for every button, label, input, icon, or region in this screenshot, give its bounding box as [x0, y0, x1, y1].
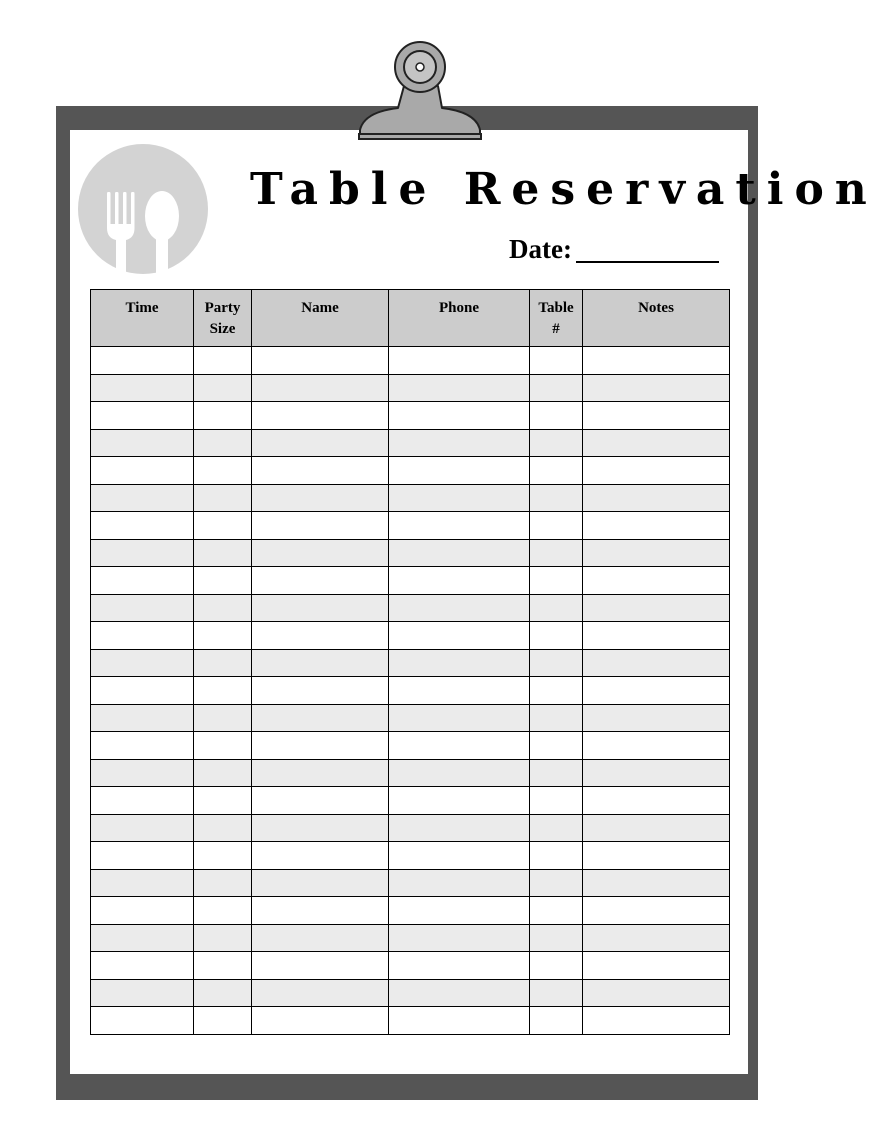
name-cell[interactable] — [252, 512, 389, 540]
party-size-cell[interactable] — [194, 484, 252, 512]
notes-cell[interactable] — [583, 567, 730, 595]
table-number-cell[interactable] — [530, 759, 583, 787]
time-cell[interactable] — [91, 429, 194, 457]
table-number-cell[interactable] — [530, 374, 583, 402]
time-cell[interactable] — [91, 374, 194, 402]
column-header-notes: Notes — [583, 290, 730, 347]
date-label: Date: — [509, 234, 572, 264]
time-cell[interactable] — [91, 567, 194, 595]
notes-cell[interactable] — [583, 814, 730, 842]
party-size-cell[interactable] — [194, 374, 252, 402]
table-number-cell[interactable] — [530, 677, 583, 705]
time-cell[interactable] — [91, 649, 194, 677]
time-cell[interactable] — [91, 814, 194, 842]
table-row — [91, 457, 730, 485]
table-number-cell[interactable] — [530, 457, 583, 485]
notes-cell[interactable] — [583, 924, 730, 952]
notes-cell[interactable] — [583, 979, 730, 1007]
phone-cell[interactable] — [389, 677, 530, 705]
notes-cell[interactable] — [583, 484, 730, 512]
table-row — [91, 979, 730, 1007]
party-size-cell[interactable] — [194, 952, 252, 980]
table-row — [91, 649, 730, 677]
table-row — [91, 567, 730, 595]
table-number-cell[interactable] — [530, 402, 583, 430]
table-number-cell[interactable] — [530, 429, 583, 457]
time-cell[interactable] — [91, 677, 194, 705]
time-cell[interactable] — [91, 484, 194, 512]
party-size-cell[interactable] — [194, 594, 252, 622]
phone-cell[interactable] — [389, 952, 530, 980]
name-cell[interactable] — [252, 539, 389, 567]
table-row — [91, 1007, 730, 1035]
table-row — [91, 594, 730, 622]
time-cell[interactable] — [91, 402, 194, 430]
table-number-cell[interactable] — [530, 567, 583, 595]
phone-cell[interactable] — [389, 1007, 530, 1035]
name-cell[interactable] — [252, 622, 389, 650]
party-size-cell[interactable] — [194, 1007, 252, 1035]
table-row — [91, 814, 730, 842]
time-cell[interactable] — [91, 732, 194, 760]
notes-cell[interactable] — [583, 869, 730, 897]
notes-cell[interactable] — [583, 704, 730, 732]
time-cell[interactable] — [91, 622, 194, 650]
notes-cell[interactable] — [583, 539, 730, 567]
phone-cell[interactable] — [389, 594, 530, 622]
name-cell[interactable] — [252, 759, 389, 787]
phone-cell[interactable] — [389, 539, 530, 567]
notes-cell[interactable] — [583, 677, 730, 705]
name-cell[interactable] — [252, 952, 389, 980]
phone-cell[interactable] — [389, 897, 530, 925]
name-cell[interactable] — [252, 594, 389, 622]
name-cell[interactable] — [252, 402, 389, 430]
reservation-table — [90, 289, 730, 1035]
time-cell[interactable] — [91, 979, 194, 1007]
notes-cell[interactable] — [583, 787, 730, 815]
table-row — [91, 622, 730, 650]
name-cell[interactable] — [252, 1007, 389, 1035]
phone-cell[interactable] — [389, 814, 530, 842]
reservation-rows — [91, 347, 730, 1035]
name-cell[interactable] — [252, 704, 389, 732]
date-field[interactable] — [576, 261, 719, 263]
phone-cell[interactable] — [389, 567, 530, 595]
table-row — [91, 787, 730, 815]
table-number-cell[interactable] — [530, 484, 583, 512]
notes-cell[interactable] — [583, 897, 730, 925]
name-cell[interactable] — [252, 457, 389, 485]
time-cell[interactable] — [91, 457, 194, 485]
table-number-cell[interactable] — [530, 704, 583, 732]
name-cell[interactable] — [252, 429, 389, 457]
party-size-cell[interactable] — [194, 677, 252, 705]
party-size-cell[interactable] — [194, 732, 252, 760]
phone-cell[interactable] — [389, 649, 530, 677]
name-cell[interactable] — [252, 677, 389, 705]
phone-cell[interactable] — [389, 759, 530, 787]
name-cell[interactable] — [252, 567, 389, 595]
table-number-cell[interactable] — [530, 732, 583, 760]
notes-cell[interactable] — [583, 1007, 730, 1035]
name-cell[interactable] — [252, 732, 389, 760]
name-cell[interactable] — [252, 649, 389, 677]
phone-cell[interactable] — [389, 869, 530, 897]
party-size-cell[interactable] — [194, 704, 252, 732]
table-row — [91, 677, 730, 705]
column-header-time: Time — [91, 290, 194, 347]
phone-cell[interactable] — [389, 622, 530, 650]
party-size-cell[interactable] — [194, 347, 252, 375]
party-size-cell[interactable] — [194, 567, 252, 595]
phone-cell[interactable] — [389, 374, 530, 402]
phone-cell[interactable] — [389, 512, 530, 540]
phone-cell[interactable] — [389, 704, 530, 732]
notes-cell[interactable] — [583, 842, 730, 870]
name-cell[interactable] — [252, 787, 389, 815]
notes-cell[interactable] — [583, 374, 730, 402]
time-cell[interactable] — [91, 539, 194, 567]
table-row — [91, 374, 730, 402]
time-cell[interactable] — [91, 787, 194, 815]
time-cell[interactable] — [91, 924, 194, 952]
table-number-cell[interactable] — [530, 979, 583, 1007]
table-number-cell[interactable] — [530, 924, 583, 952]
table-number-cell[interactable] — [530, 512, 583, 540]
table-number-cell[interactable] — [530, 787, 583, 815]
phone-cell[interactable] — [389, 732, 530, 760]
table-row — [91, 484, 730, 512]
party-size-cell[interactable] — [194, 924, 252, 952]
name-cell[interactable] — [252, 347, 389, 375]
notes-cell[interactable] — [583, 622, 730, 650]
notes-cell[interactable] — [583, 759, 730, 787]
notes-cell[interactable] — [583, 347, 730, 375]
time-cell[interactable] — [91, 897, 194, 925]
table-row — [91, 429, 730, 457]
name-cell[interactable] — [252, 814, 389, 842]
time-cell[interactable] — [91, 704, 194, 732]
table-row — [91, 952, 730, 980]
table-number-cell[interactable] — [530, 594, 583, 622]
time-cell[interactable] — [91, 952, 194, 980]
table-number-cell[interactable] — [530, 842, 583, 870]
table-row — [91, 347, 730, 375]
notes-cell[interactable] — [583, 649, 730, 677]
column-header-name: Name — [252, 290, 389, 347]
party-size-cell[interactable] — [194, 512, 252, 540]
name-cell[interactable] — [252, 869, 389, 897]
table-number-cell[interactable] — [530, 952, 583, 980]
phone-cell[interactable] — [389, 402, 530, 430]
binder-clip-icon — [354, 40, 486, 142]
time-cell[interactable] — [91, 759, 194, 787]
table-number-cell[interactable] — [530, 814, 583, 842]
table-row — [91, 897, 730, 925]
party-size-cell[interactable] — [194, 429, 252, 457]
table-number-cell[interactable] — [530, 897, 583, 925]
table-number-cell[interactable] — [530, 539, 583, 567]
table-number-cell[interactable] — [530, 1007, 583, 1035]
party-size-cell[interactable] — [194, 897, 252, 925]
time-cell[interactable] — [91, 512, 194, 540]
time-cell[interactable] — [91, 869, 194, 897]
name-cell[interactable] — [252, 924, 389, 952]
notes-cell[interactable] — [583, 732, 730, 760]
column-header-party-size: Party Size — [194, 290, 252, 347]
notes-cell[interactable] — [583, 429, 730, 457]
table-row — [91, 759, 730, 787]
party-size-cell[interactable] — [194, 759, 252, 787]
time-cell[interactable] — [91, 347, 194, 375]
phone-cell[interactable] — [389, 457, 530, 485]
time-cell[interactable] — [91, 1007, 194, 1035]
name-cell[interactable] — [252, 374, 389, 402]
phone-cell[interactable] — [389, 787, 530, 815]
table-number-cell[interactable] — [530, 622, 583, 650]
column-header-phone: Phone — [389, 290, 530, 347]
table-number-cell[interactable] — [530, 869, 583, 897]
table-row — [91, 842, 730, 870]
page-title: Table Reservation — [250, 164, 878, 215]
phone-cell[interactable] — [389, 979, 530, 1007]
table-number-cell[interactable] — [530, 347, 583, 375]
column-header-table-number: Table # — [530, 290, 583, 347]
table-row — [91, 869, 730, 897]
name-cell[interactable] — [252, 979, 389, 1007]
name-cell[interactable] — [252, 484, 389, 512]
notes-cell[interactable] — [583, 512, 730, 540]
name-cell[interactable] — [252, 897, 389, 925]
name-cell[interactable] — [252, 842, 389, 870]
party-size-cell[interactable] — [194, 842, 252, 870]
notes-cell[interactable] — [583, 952, 730, 980]
phone-cell[interactable] — [389, 347, 530, 375]
table-number-cell[interactable] — [530, 649, 583, 677]
phone-cell[interactable] — [389, 429, 530, 457]
notes-cell[interactable] — [583, 402, 730, 430]
party-size-cell[interactable] — [194, 539, 252, 567]
party-size-cell[interactable] — [194, 457, 252, 485]
party-size-cell[interactable] — [194, 649, 252, 677]
party-size-cell[interactable] — [194, 402, 252, 430]
table-row — [91, 704, 730, 732]
table-row — [91, 512, 730, 540]
table-header-row — [91, 290, 730, 347]
table-row — [91, 924, 730, 952]
table-row — [91, 402, 730, 430]
phone-cell[interactable] — [389, 484, 530, 512]
table-row — [91, 732, 730, 760]
party-size-cell[interactable] — [194, 814, 252, 842]
notes-cell[interactable] — [583, 457, 730, 485]
notes-cell[interactable] — [583, 594, 730, 622]
phone-cell[interactable] — [389, 842, 530, 870]
table-row — [91, 539, 730, 567]
party-size-cell[interactable] — [194, 869, 252, 897]
party-size-cell[interactable] — [194, 979, 252, 1007]
party-size-cell[interactable] — [194, 622, 252, 650]
fork-and-spoon-icon — [78, 144, 208, 274]
time-cell[interactable] — [91, 594, 194, 622]
time-cell[interactable] — [91, 842, 194, 870]
party-size-cell[interactable] — [194, 787, 252, 815]
phone-cell[interactable] — [389, 924, 530, 952]
